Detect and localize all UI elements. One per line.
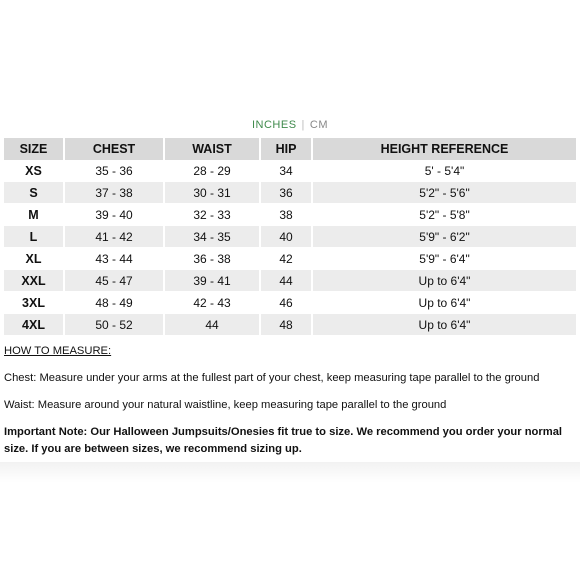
cell-height: 5'9" - 6'4" — [312, 248, 576, 270]
cell-waist: 44 — [164, 314, 260, 336]
cell-height: 5'2" - 5'8" — [312, 204, 576, 226]
cell-height: Up to 6'4" — [312, 314, 576, 336]
header-waist: WAIST — [164, 138, 260, 160]
cell-height: 5'2" - 5'6" — [312, 182, 576, 204]
cell-size: S — [4, 182, 64, 204]
how-to-measure-title: HOW TO MEASURE: — [4, 345, 112, 357]
table-row — [4, 248, 576, 270]
table-row — [4, 292, 576, 314]
table-row — [4, 314, 576, 336]
cell-size: XXL — [4, 270, 64, 292]
header-chest: CHEST — [64, 138, 164, 160]
cell-hip: 34 — [260, 160, 312, 182]
chest-instruction: Chest: Measure under your arms at the fullest part of your chest, keep measuring tape parallel to the ground — [4, 372, 540, 384]
cell-size: XS — [4, 160, 64, 182]
cell-waist: 34 - 35 — [164, 226, 260, 248]
size-table — [4, 138, 576, 336]
cell-chest: 37 - 38 — [64, 182, 164, 204]
table-row — [4, 204, 576, 226]
cell-size: L — [4, 226, 64, 248]
unit-toggle — [0, 119, 580, 131]
cell-size: 3XL — [4, 292, 64, 314]
cell-chest: 48 - 49 — [64, 292, 164, 314]
cell-size: M — [4, 204, 64, 226]
cell-chest: 41 - 42 — [64, 226, 164, 248]
cell-waist: 30 - 31 — [164, 182, 260, 204]
cell-size: XL — [4, 248, 64, 270]
cell-chest: 35 - 36 — [64, 160, 164, 182]
table-row — [4, 270, 576, 292]
cell-height: Up to 6'4" — [312, 270, 576, 292]
cell-hip: 48 — [260, 314, 312, 336]
cell-chest: 45 - 47 — [64, 270, 164, 292]
table-row — [4, 160, 576, 182]
cell-chest: 43 - 44 — [64, 248, 164, 270]
cell-hip: 42 — [260, 248, 312, 270]
cell-waist: 36 - 38 — [164, 248, 260, 270]
header-height-reference: HEIGHT REFERENCE — [312, 138, 576, 160]
cell-hip: 46 — [260, 292, 312, 314]
cell-hip: 44 — [260, 270, 312, 292]
cell-height: 5'9" - 6'2" — [312, 226, 576, 248]
bottom-background — [0, 462, 580, 580]
cell-chest: 39 - 40 — [64, 204, 164, 226]
cell-waist: 42 - 43 — [164, 292, 260, 314]
table-header-row — [4, 138, 576, 160]
cell-height: 5' - 5'4" — [312, 160, 576, 182]
cell-chest: 50 - 52 — [64, 314, 164, 336]
waist-instruction: Waist: Measure around your natural waistline, keep measuring tape parallel to the ground — [4, 399, 447, 411]
unit-inches-option[interactable]: INCHES — [251, 119, 297, 131]
important-note: Important Note: Our Halloween Jumpsuits/Onesies fit true to size. We recommend you order your normal size. If you are between sizes, we recommend sizing up. — [4, 426, 563, 455]
cell-hip: 38 — [260, 204, 312, 226]
unit-cm-option[interactable]: CM — [309, 119, 329, 131]
cell-height: Up to 6'4" — [312, 292, 576, 314]
table-row — [4, 226, 576, 248]
table-row — [4, 182, 576, 204]
unit-separator: | — [301, 119, 305, 131]
cell-waist: 32 - 33 — [164, 204, 260, 226]
cell-size: 4XL — [4, 314, 64, 336]
cell-hip: 36 — [260, 182, 312, 204]
cell-waist: 39 - 41 — [164, 270, 260, 292]
header-size: SIZE — [4, 138, 64, 160]
cell-hip: 40 — [260, 226, 312, 248]
cell-waist: 28 - 29 — [164, 160, 260, 182]
header-hip: HIP — [260, 138, 312, 160]
